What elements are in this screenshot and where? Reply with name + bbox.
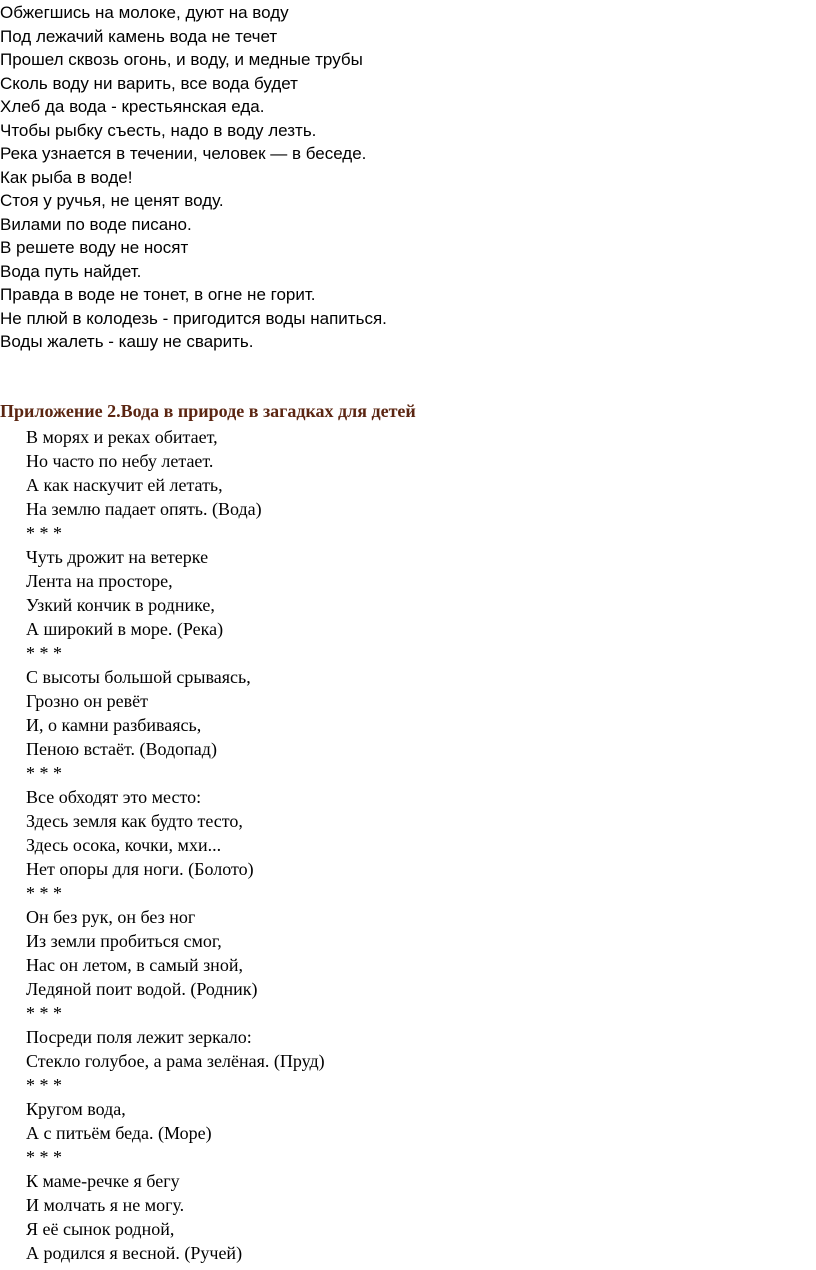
riddle-line: Из земли пробиться смог, (26, 931, 222, 951)
riddle-line: Кругом вода, (26, 1099, 126, 1119)
proverb-line: Вилами по воде писано. (0, 214, 192, 234)
proverb-line: Под лежачий камень вода не течет (0, 26, 278, 46)
riddle-line: Нас он летом, в самый зной, (26, 955, 243, 975)
riddle-line: С высоты большой срываясь, (26, 667, 251, 687)
riddle-line: Пеною встаёт. (Водопад) (26, 739, 217, 759)
riddle-line: Нет опоры для ноги. (Болото) (26, 859, 254, 879)
proverb-line: Сколь воду ни варить, все вода будет (0, 73, 298, 93)
riddle-line: А с питьём беда. (Море) (26, 1123, 212, 1143)
riddle-line: Но часто по небу летает. (26, 451, 214, 471)
riddle-separator: * * * (26, 643, 62, 663)
riddle-line: Здесь осока, кочки, мхи... (26, 835, 222, 855)
riddle-line: И молчать я не могу. (26, 1195, 185, 1215)
riddle-line: Он без рук, он без ног (26, 907, 196, 927)
riddle-line: А широкий в море. (Река) (26, 619, 224, 639)
riddle-separator: * * * (26, 1003, 62, 1023)
proverbs-list (0, 1, 387, 354)
riddle-line: Грозно он ревёт (26, 691, 148, 711)
riddle-line: А как наскучит ей летать, (26, 475, 223, 495)
proverb-line: Обжегшись на молоке, дуют на воду (0, 3, 289, 22)
riddle-line: Ледяной поит водой. (Родник) (26, 979, 258, 999)
proverb-line: Как рыба в воде! (0, 167, 133, 187)
riddle-line: Чуть дрожит на ветерке (26, 547, 209, 567)
proverb-line: Стоя у ручья, не ценят воду. (0, 191, 224, 210)
proverb-line: Река узнается в течении, человек — в беседе. (0, 144, 367, 163)
riddle-separator: * * * (26, 763, 62, 783)
proverb-line: Чтобы рыбку съесть, надо в воду лезть. (0, 120, 317, 140)
riddle-line: И, о камни разбиваясь, (26, 715, 202, 735)
riddle-separator: * * * (26, 523, 62, 543)
riddle-line: Я её сынок родной, (26, 1219, 175, 1239)
riddle-separator: * * * (26, 883, 62, 903)
riddle-line: Стекло голубое, а рама зелёная. (Пруд) (26, 1051, 325, 1071)
riddle-line: В морях и реках обитает, (26, 427, 218, 447)
proverb-line: Хлеб да вода - крестьянская еда. (0, 97, 265, 116)
riddle-line: Лента на просторе, (26, 571, 173, 591)
proverb-line: Вода путь найдет. (0, 261, 142, 281)
riddle-line: Узкий кончик в роднике, (26, 595, 215, 615)
riddle-separator: * * * (26, 1147, 62, 1167)
riddle-line: Здесь земля как будто тесто, (26, 811, 243, 831)
riddle-line: К маме-речке я бегу (26, 1171, 180, 1191)
proverb-line: Правда в воде не тонет, в огне не горит. (0, 285, 316, 304)
riddle-separator: * * * (26, 1075, 62, 1095)
appendix-heading: Приложение 2.Вода в природе в загадках для детей (0, 401, 416, 421)
proverb-line: Не плюй в колодезь - пригодится воды напиться. (0, 308, 387, 328)
riddle-line: На землю падает опять. (Вода) (26, 499, 262, 519)
proverb-line: Прошел сквозь огонь, и воду, и медные трубы (0, 50, 363, 69)
riddle-line: Все обходят это место: (26, 787, 202, 807)
proverb-line: Воды жалеть - кашу не сварить. (0, 332, 254, 351)
riddle-line: А родился я весной. (Ручей) (26, 1243, 243, 1263)
riddle-line: Посреди поля лежит зеркало: (26, 1027, 252, 1047)
riddles-list (26, 425, 325, 1265)
proverb-line: В решете воду не носят (0, 238, 189, 257)
